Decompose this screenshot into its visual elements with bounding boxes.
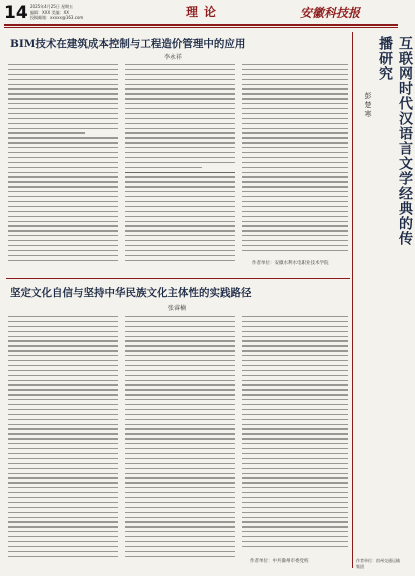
header-rule-thin <box>4 27 398 28</box>
author-affiliation: 作者单位：宿州交通运输集团 <box>356 558 400 569</box>
article-author: 彭楚寒 <box>364 92 372 119</box>
article-body-column <box>125 316 235 566</box>
article-body-column <box>242 64 348 258</box>
newspaper-masthead: 安徽科技报 <box>300 6 361 20</box>
issue-meta <box>30 4 83 21</box>
email-line: 投稿邮箱：xxxxx@163.com <box>30 15 84 20</box>
article-author: 张睿楠 <box>168 305 187 312</box>
article-body-column <box>242 316 348 556</box>
page-number: 14 <box>4 3 28 23</box>
article-title: 互联网时代汉语言文学经典的传播研究 <box>377 36 413 246</box>
header-rule <box>4 24 398 26</box>
article-body-column <box>8 316 118 566</box>
author-affiliation: 作者单位：中共滁州市委党校 <box>250 559 309 564</box>
article-author: 李永祥 <box>164 54 183 61</box>
article-body-column <box>8 64 118 266</box>
page-header <box>0 0 402 28</box>
section-title: 理论 <box>186 5 223 19</box>
author-affiliation: 作者单位：安徽水利水电职业技术学院 <box>252 261 329 266</box>
editor-line: 编辑：XXX 美编：XX <box>30 9 69 15</box>
article-title: BIM技术在建筑成本控制与工程造价管理中的应用 <box>10 38 246 50</box>
date-line: 2025年4月25日 星期五 <box>30 4 74 9</box>
article-title: 坚定文化自信与坚持中华民族文化主体性的实践路径 <box>10 287 252 299</box>
article-body-column <box>125 64 235 266</box>
column-divider <box>352 32 353 568</box>
section-divider <box>6 278 350 279</box>
